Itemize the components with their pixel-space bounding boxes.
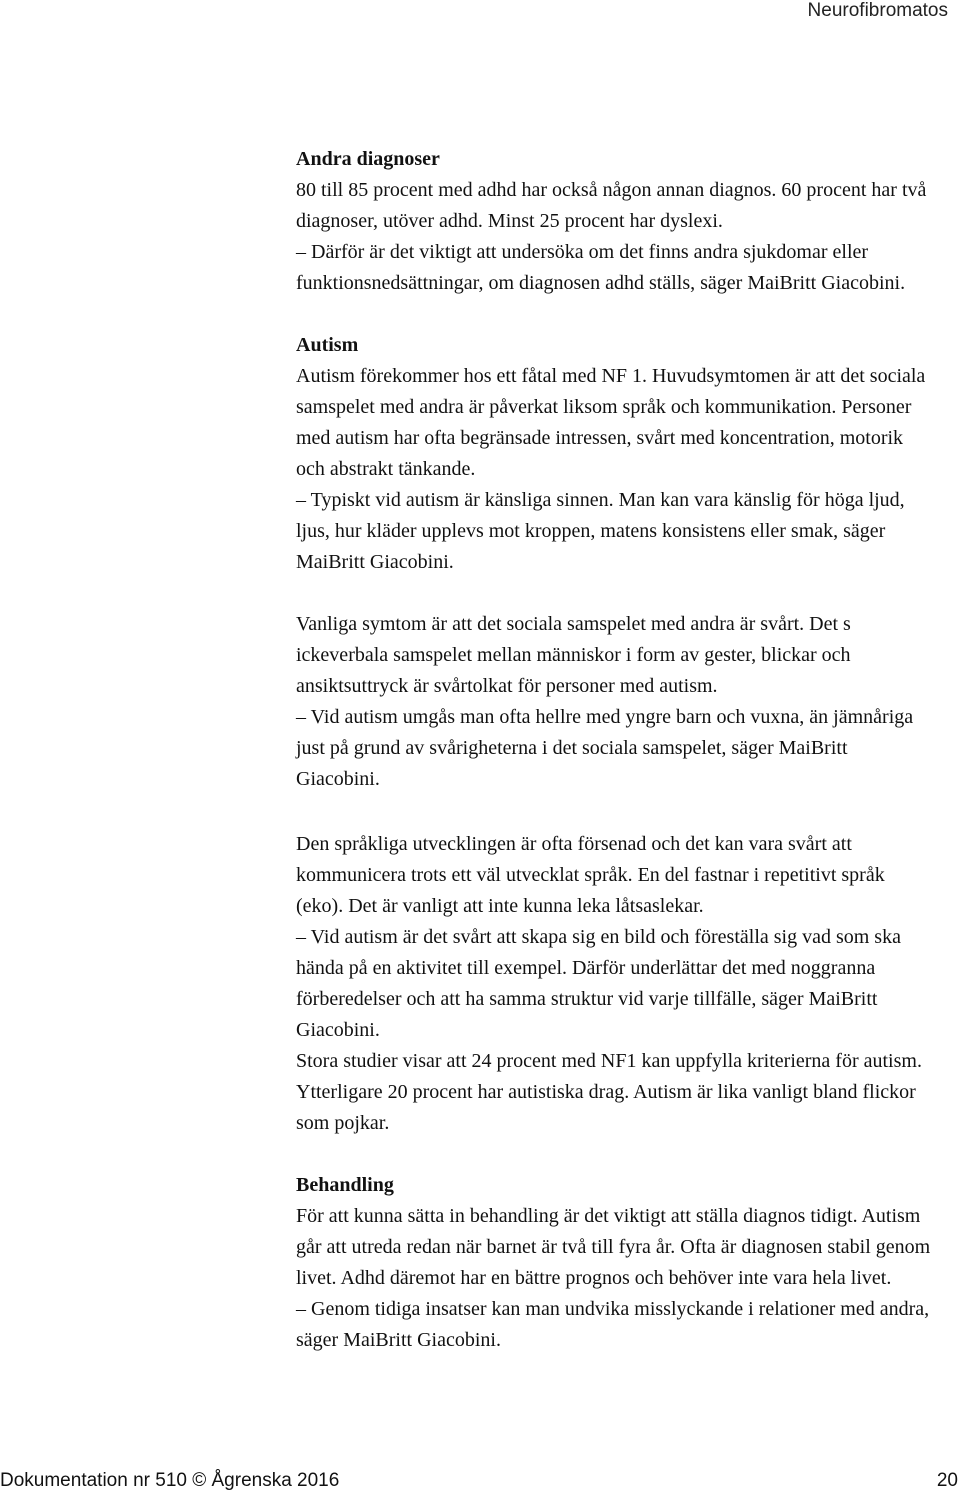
spacer (296, 299, 936, 330)
paragraph: – Vid autism umgås man ofta hellre med yngre barn och vuxna, än jämnåriga just på grund av svårigheterna i det sociala samspelet, säger MaiBritt Giacobini. (296, 706, 914, 790)
running-header: Neurofibromatos (807, 0, 948, 21)
spacer (296, 795, 936, 829)
paragraph: Vanliga symtom är att det sociala samspelet med andra är svårt. Det s ickeverbala samspelet mellan människor i form av gester, blickar och ansiktsuttryck är svårtolkat för personer med autism. (296, 613, 851, 697)
paragraph: 80 till 85 procent med adhd har också någon annan diagnos. 60 procent har två diagnoser, utöver adhd. Minst 25 procent har dyslexi. (296, 179, 927, 232)
paragraph: Den språkliga utvecklingen är ofta försenad och det kan vara svårt att kommunicera trots ett väl utvecklat språk. En del fastnar i repetitivt språk (eko). Det är vanligt att inte kunna leka låtsaslekar. (296, 833, 885, 917)
paragraph: – Typiskt vid autism är känsliga sinnen. Man kan vara känslig för höga ljud, ljus, hur kläder upplevs mot kroppen, matens konsistens eller smak, säger MaiBritt Giacobini. (296, 489, 905, 573)
paragraph: – Genom tidiga insatser kan man undvika misslyckande i relationer med andra, säger MaiBritt Giacobini. (296, 1298, 930, 1351)
paragraph: – Därför är det viktigt att undersöka om det finns andra sjukdomar eller funktionsnedsättningar, om diagnosen adhd ställs, säger MaiBritt Giacobini. (296, 241, 906, 294)
paragraph: Autism förekommer hos ett fåtal med NF 1. Huvudsymtomen är att det sociala samspelet med andra är påverkat liksom språk och kommunikation. Personer med autism har ofta begränsade intressen, svårt med koncentration, motorik och abstrakt tänkande. (296, 365, 926, 480)
section-heading-autism: Autism (296, 334, 359, 356)
spacer (296, 1139, 936, 1170)
paragraph: För att kunna sätta in behandling är det viktigt att ställa diagnos tidigt. Autism går att utreda redan när barnet är två till fyra år. Ofta är diagnosen stabil genom livet. Adhd däremot har en bättre prognos och behöver inte vara hela livet. (296, 1205, 931, 1289)
footer-document-info: Dokumentation nr 510 © Ågrenska 2016 (0, 1470, 340, 1491)
section-heading-behandling: Behandling (296, 1174, 394, 1196)
article-body (296, 144, 936, 1356)
paragraph: Stora studier visar att 24 procent med NF1 kan uppfylla kriterierna för autism. Ytterligare 20 procent har autistiska drag. Autism är lika vanligt bland flickor som pojkar. (296, 1050, 922, 1134)
paragraph: – Vid autism är det svårt att skapa sig en bild och föreställa sig vad som ska hända på en aktivitet till exempel. Därför underlättar det med noggranna förberedelser och att ha samma struktur vid varje tillfälle, säger MaiBritt Giacobini. (296, 926, 901, 1041)
spacer (296, 578, 936, 609)
page-number: 20 (936, 1470, 958, 1491)
section-heading-andra-diagnoser: Andra diagnoser (296, 148, 440, 170)
